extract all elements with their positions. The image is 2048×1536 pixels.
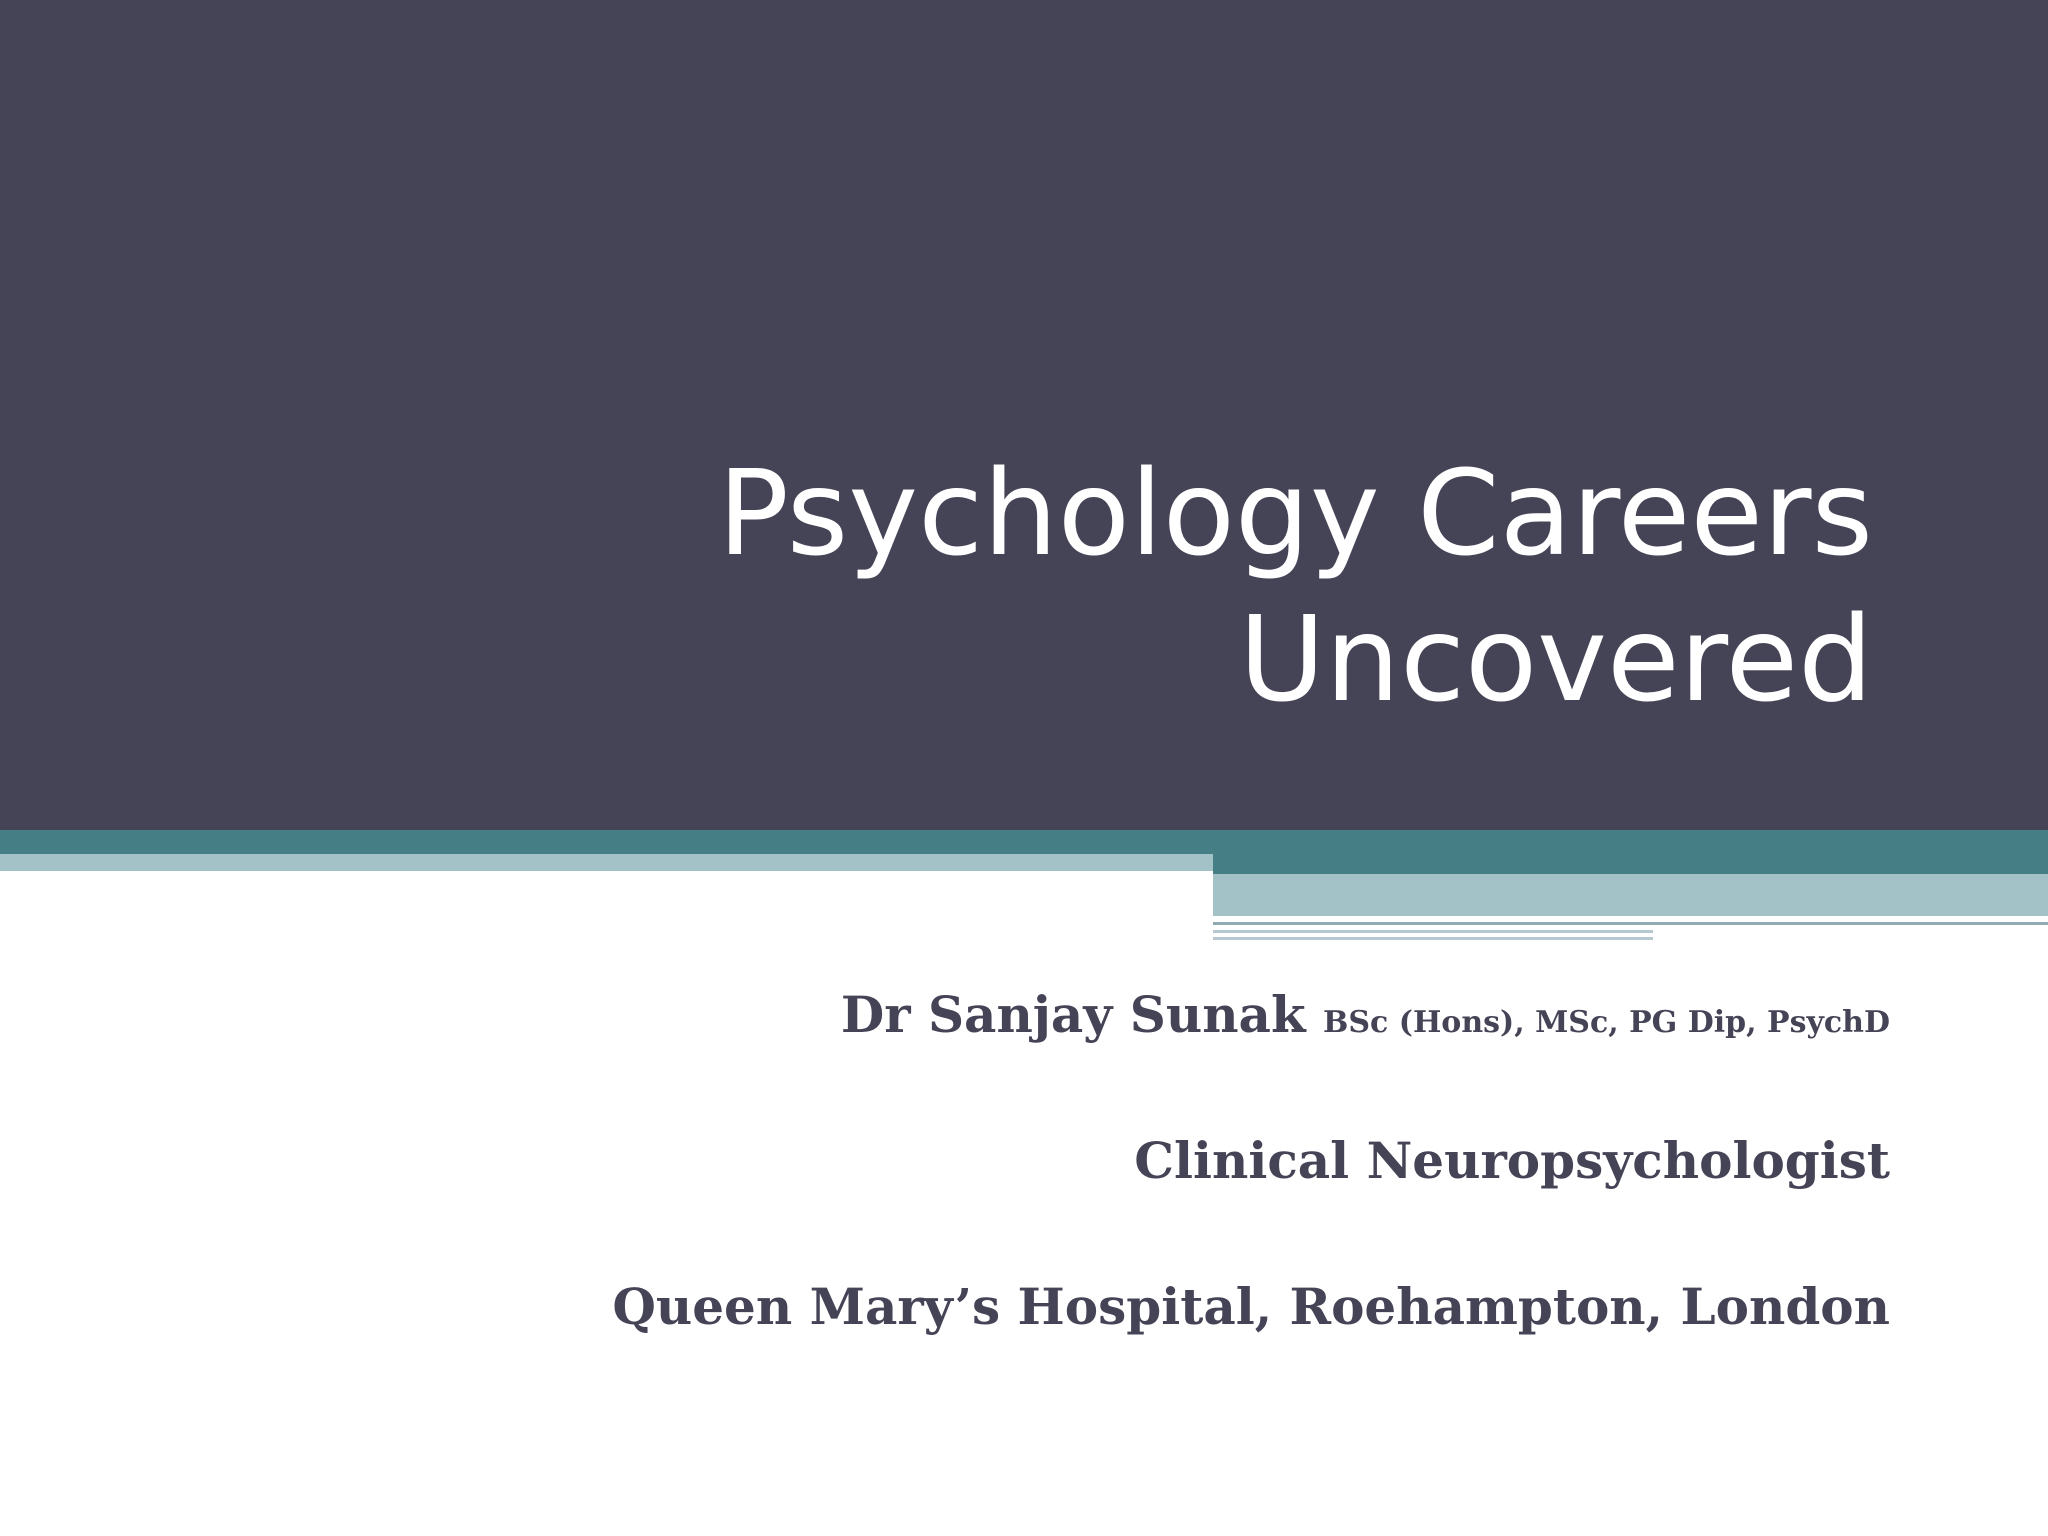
presenter-qualifications: BSc (Hons), MSc, PG Dip, PsychD bbox=[1323, 1005, 1890, 1040]
accent-bar-teal-right bbox=[1213, 854, 2048, 874]
accent-bar-teal bbox=[0, 830, 2048, 854]
presenter-line bbox=[290, 985, 1890, 1053]
presenter-name: Dr Sanjay Sunak bbox=[840, 985, 1306, 1044]
accent-line-short bbox=[1213, 937, 1653, 940]
presenter-location: Queen Mary’s Hospital, Roehampton, London bbox=[612, 1277, 1890, 1336]
accent-line bbox=[1213, 922, 2048, 925]
slide-title-line-1: Psychology Careers bbox=[717, 444, 1873, 582]
accent-bar-light-left bbox=[0, 854, 1213, 871]
accent-bar-light-right bbox=[1213, 874, 2048, 916]
slide-title bbox=[373, 440, 1873, 732]
presenter-role: Clinical Neuropsychologist bbox=[1134, 1131, 1890, 1190]
accent-line-short bbox=[1213, 930, 1653, 933]
slide-title-line-2: Uncovered bbox=[1238, 590, 1873, 728]
